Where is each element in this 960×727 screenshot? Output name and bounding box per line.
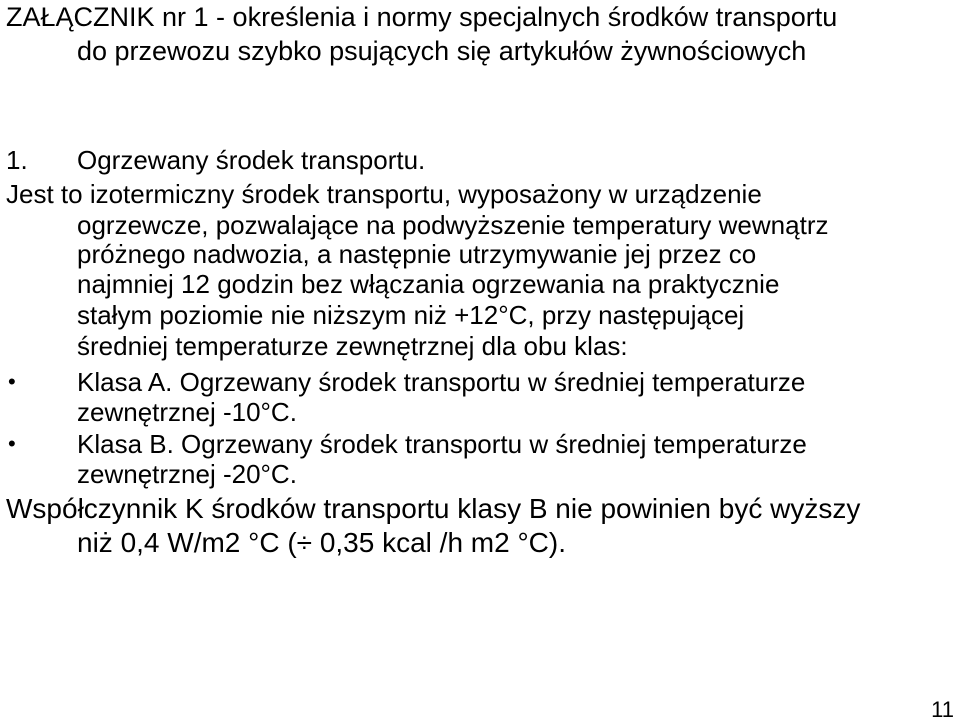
- bullet-class-a-line-1: Klasa A. Ogrzewany środek transportu w średniej temperaturze: [77, 367, 806, 397]
- paragraph-line-6: średniej temperaturze zewnętrznej dla obu klas:: [77, 331, 628, 361]
- coefficient-line-2: niż 0,4 W/m2 °C (÷ 0,35 kcal /h m2 °C).: [77, 527, 567, 558]
- bullet-marker: •: [8, 369, 16, 394]
- section-heading: Ogrzewany środek transportu.: [77, 145, 426, 175]
- coefficient-line-1: Współczynnik K środków transportu klasy B nie powinien być wyższy: [6, 493, 861, 524]
- bullet-class-b-line-2: zewnętrznej -20°C.: [77, 459, 297, 489]
- document-title-line-2: do przewozu szybko psujących się artykułów żywnościowych: [77, 36, 807, 66]
- bullet-class-b-line-1: Klasa B. Ogrzewany środek transportu w średniej temperaturze: [77, 429, 807, 459]
- bullet-marker: •: [8, 431, 16, 456]
- paragraph-line-5: stałym poziomie nie niższym niż +12°C, przy następującej: [77, 300, 745, 330]
- section-number: 1.: [6, 145, 28, 175]
- page-number: 11: [931, 697, 954, 722]
- document-title-line-1: ZAŁĄCZNIK nr 1 - określenia i normy specjalnych środków transportu: [6, 2, 838, 32]
- paragraph-line-1: Jest to izotermiczny środek transportu, wyposażony w urządzenie: [6, 179, 762, 209]
- paragraph-line-3: próżnego nadwozia, a następnie utrzymywanie jej przez co: [77, 239, 757, 269]
- paragraph-line-2: ogrzewcze, pozwalające na podwyższenie temperatury wewnątrz: [77, 210, 829, 240]
- paragraph-line-4: najmniej 12 godzin bez włączania ogrzewania na praktycznie: [77, 269, 780, 299]
- bullet-class-a-line-2: zewnętrznej -10°C.: [77, 397, 297, 427]
